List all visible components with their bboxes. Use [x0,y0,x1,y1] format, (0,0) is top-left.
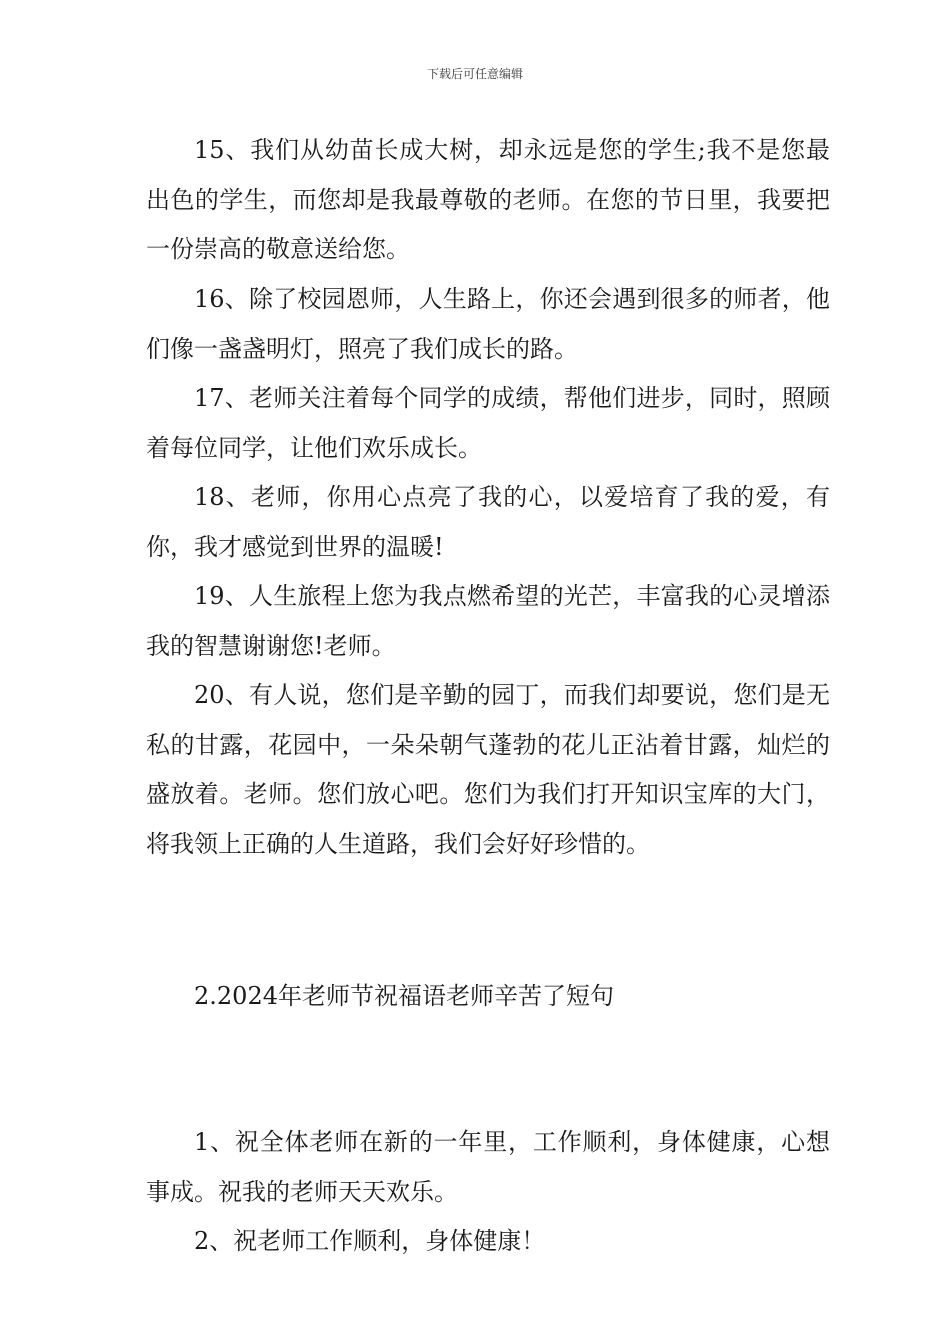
page-header-note: 下载后可任意编辑 [426,67,523,81]
wish-item-1: 1、祝全体老师在新的一年里，工作顺利，身体健康，心想事成。祝我的老师天天欢乐。 [146,1128,830,1206]
paragraph-15: 15、我们从幼苗长成大树，却永远是您的学生;我不是您最出色的学生，而您却是我最尊敬的老师。在您的节日里，我要把一份崇高的敬意送给您。 [146,136,830,264]
paragraph-17: 17、老师关注着每个同学的成绩，帮他们进步，同时，照顾着每位同学，让他们欢乐成长。 [146,384,830,462]
paragraph-19: 19、人生旅程上您为我点燃希望的光芒，丰富我的心灵增添我的智慧谢谢您!老师。 [146,582,830,660]
document-body [146,126,830,1267]
wish-item-2: 2、祝老师工作顺利，身体健康！ [194,1227,546,1255]
section-spacer [146,1072,830,1118]
paragraph-20: 20、有人说，您们是辛勤的园丁，而我们却要说，您们是无私的甘露，花园中，一朵朵朝气蓬勃的花儿正沾着甘露，灿烂的盛放着。老师。您们放心吧。您们为我们打开知识宝库的大门，将我领上正确的人生道路，我们会好好珍惜的。 [146,681,830,858]
paragraph-18: 18、老师，你用心点亮了我的心，以爱培育了我的爱，有你，我才感觉到世界的温暖! [146,483,830,561]
paragraph-16: 16、除了校园恩师，人生路上，你还会遇到很多的师者，他们像一盏盏明灯，照亮了我们成长的路。 [146,285,830,363]
section-heading: 2.2024年老师节祝福语老师辛苦了短句 [194,982,614,1010]
